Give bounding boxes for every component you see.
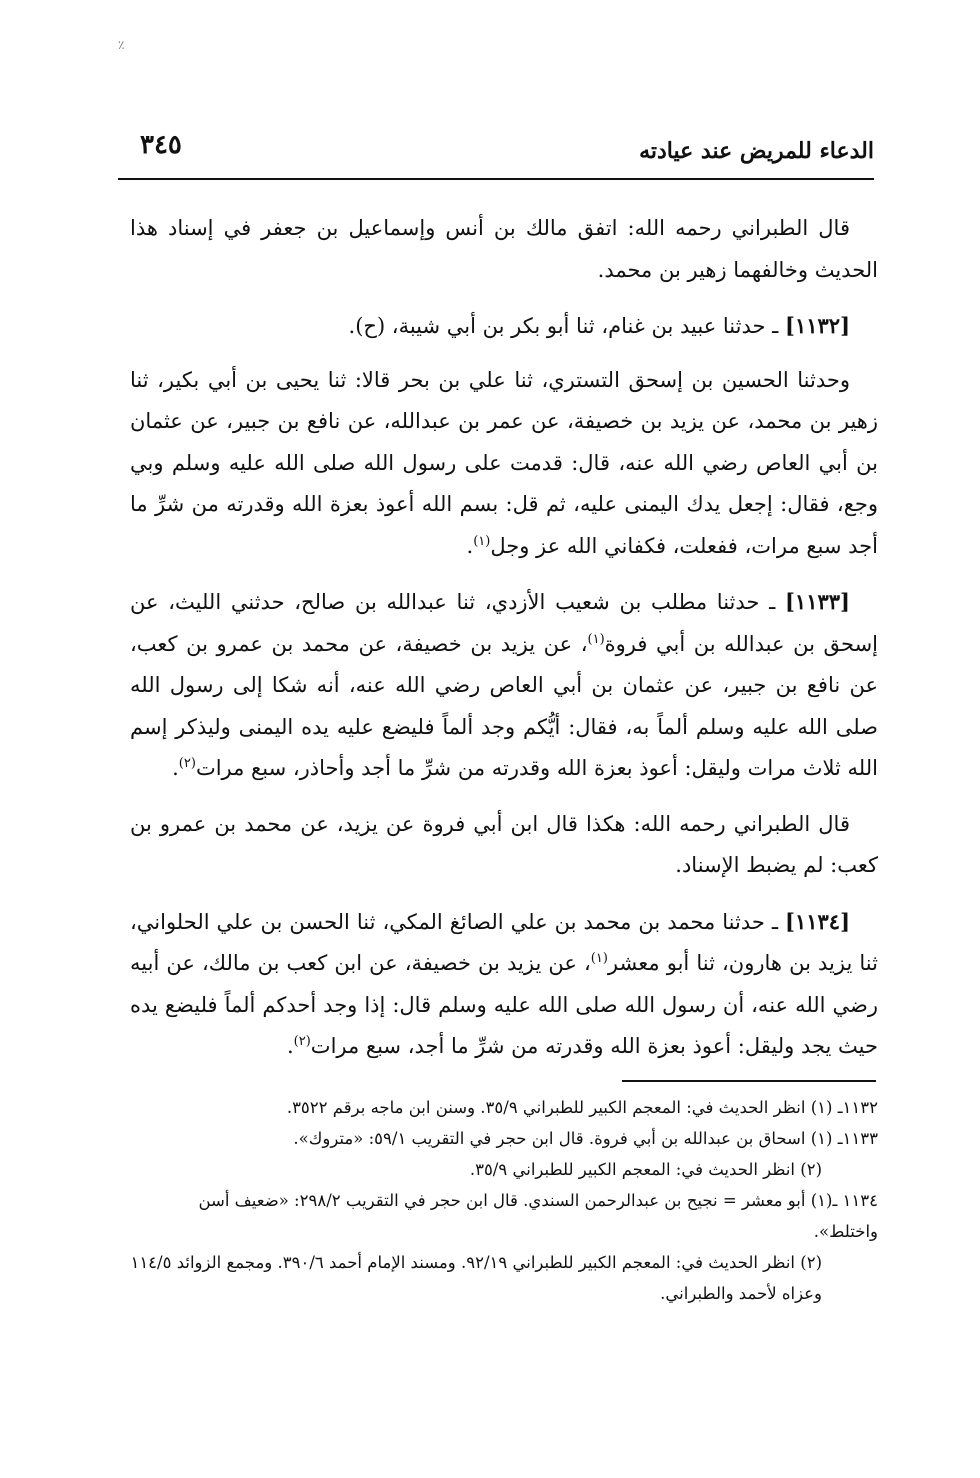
running-title: الدعاء للمريض عند عيادته [639, 138, 874, 164]
hadith-text: ـ حدثنا عبيد بن غنام، ثنا أبو بكر بن أبي شيبة، (ح). [348, 314, 779, 338]
footnote-marker: (٢) [293, 1034, 311, 1049]
hadith-1132-chain [130, 360, 878, 568]
page-header [118, 126, 874, 170]
hadith-number: [١١٣٢] [785, 313, 850, 338]
hadith-number: [١١٣٣] [784, 589, 850, 614]
footnote-marker: (١) [590, 951, 608, 966]
footnote-marker: (٢) [178, 756, 196, 771]
paragraph-tabarani-note-1: قال الطبراني رحمه الله: اتفق مالك بن أنس وإسماعيل بن جعفر في إسناد هذا الحديث وخالفهما زهير بن محمد. [130, 216, 878, 282]
main-text [130, 208, 878, 1082]
footnote-1133-2: (٢) انظر الحديث في: المعجم الكبير للطبراني ٣٥/٩. [469, 1160, 822, 1179]
hadith-text: ، عن يزيد بن خصيفة، عن محمد بن عمرو بن كعب، عن نافع بن جبير، عن عثمان بن أبي العاص رضي الله عنه، أنه شكا إلى رسول الله صلى الله عليه وسلم ألماً به، فقال: أيُّكم وجد ألماً فليضع عليه يده اليمنى وليذكر إسم الله ثلاث مرات وليقل: أعوذ بعزة الله وقدرته من شرِّ ما أجد وأحاذر، سبع مرات [130, 631, 878, 780]
punctuation: . [172, 756, 179, 780]
hadith-1132 [130, 305, 878, 348]
footnote-marker: (١) [473, 533, 491, 549]
hadith-1134 [130, 901, 878, 1068]
footnote-rule [622, 1080, 876, 1082]
footnote-marker: (١) [587, 631, 605, 647]
footnote-1134-1: ١١٣٤ ـ(١) أبو معشر = نجيح بن عبدالرحمن السندي. قال ابن حجر في التقريب ٢٩٨/٢: «ضعيف أسن واختلط». [198, 1191, 878, 1241]
punctuation: . [286, 1034, 294, 1058]
hadith-text: ، عن يزيد بن خصيفة، عن ابن كعب بن مالك، عن أبيه رضي الله عنه، أن رسول الله صلى الله عليه وسلم قال: إذا وجد أحدكم ألماً فليضع يده حيث يجد وليقل: أعوذ بعزة الله وقدرته من شرِّ ما أجد، سبع مرات [130, 951, 878, 1058]
page-number: ٣٤٥ [140, 130, 182, 160]
paragraph-tabarani-note-2: قال الطبراني رحمه الله: هكذا قال ابن أبي فروة عن يزيد، عن محمد بن عمرو بن كعب: لم يضبط الإسناد. [130, 811, 878, 877]
footnote-1134-2: (٢) انظر الحديث في: المعجم الكبير للطبراني ٩٢/١٩. ومسند الإمام أحمد ٣٩٠/٦. ومجمع الزوائد ١١٤/٥ وعزاه لأحمد والطبراني. [130, 1253, 822, 1303]
hadith-number: [١١٣٤] [785, 908, 850, 934]
hadith-text: ـ حدثنا مطلب بن شعيب الأزدي، ثنا عبدالله بن صالح، حدثني الليث، عن إسحق بن عبدالله بن أبي فروة [130, 590, 878, 656]
stray-mark: ٪ [118, 38, 125, 52]
punctuation: . [466, 533, 474, 558]
hadith-text: ـ حدثنا محمد بن محمد بن علي الصائغ المكي، ثنا الحسن بن علي الحلواني، ثنا يزيد بن هارون، ثنا أبو معشر [130, 909, 878, 975]
footnote-1133-1: ١١٣٣ـ (١) اسحاق بن عبدالله بن أبي فروة. قال ابن حجر في التقريب ٥٩/١: «متروك». [293, 1129, 878, 1148]
hadith-1133 [130, 581, 878, 790]
footnote-1132-1: ١١٣٢ـ (١) انظر الحديث في: المعجم الكبير للطبراني ٣٥/٩. وسنن ابن ماجه برقم ٣٥٢٢. [286, 1098, 878, 1117]
footnotes [130, 1092, 878, 1309]
header-rule [118, 178, 874, 180]
hadith-text: وحدثنا الحسين بن إسحق التستري، ثنا علي بن بحر قالا: ثنا يحيى بن أبي بكير، ثنا زهير بن محمد، عن يزيد بن خصيفة، عن عمر بن عبدالله، عن نافع بن جبير، عن عثمان بن أبي العاص رضي الله عنه، قال: قدمت على رسول الله صلى الله عليه وسلم وبي وجع، فقال: إجعل يدك اليمنى عليه، ثم قل: بسم الله أعوذ بعزة الله وقدرته من شرِّ ما أجد سبع مرات، ففعلت، فكفاني الله عز وجل [130, 367, 878, 558]
